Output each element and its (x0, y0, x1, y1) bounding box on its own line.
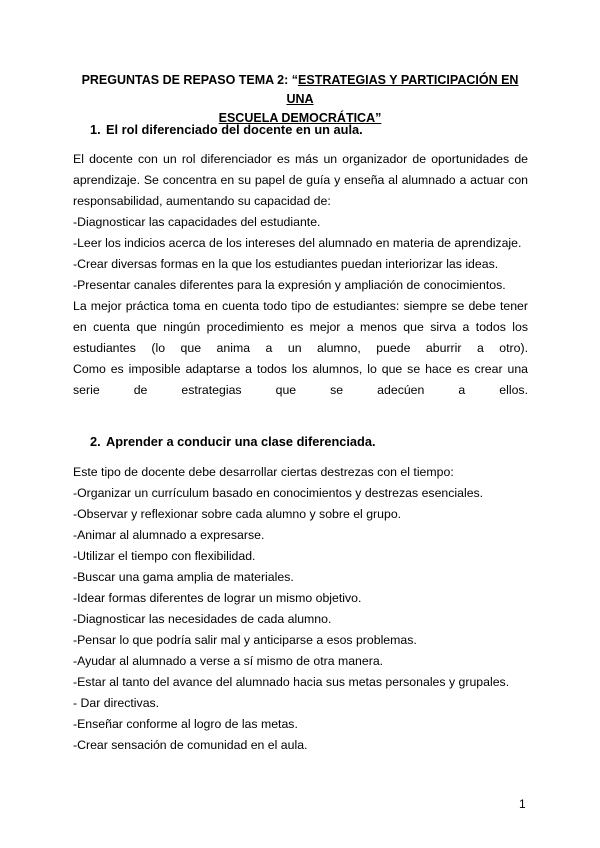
section1-number: 1. (90, 122, 101, 137)
list-item: -Idear formas diferentes de lograr un mismo objetivo. (73, 591, 362, 605)
list-item: -Leer los indicios acerca de los intereses del alumnado en materia de aprendizaje. (73, 236, 522, 250)
section2-number: 2. (90, 434, 101, 449)
section1-closing (73, 359, 528, 401)
title-underlined-line2: ESCUELA DEMOCRÁTICA” (218, 111, 382, 125)
section1-intro-line: responsabilidad, aumentando su capacidad de: (73, 194, 331, 208)
section1-heading-text: El rol diferenciado del docente en un aula. (106, 122, 363, 137)
list-item: -Diagnosticar las necesidades de cada alumno. (73, 612, 332, 626)
list-item: -Estar al tanto del avance del alumnado hacia sus metas personales y grupales. (73, 675, 510, 689)
page-number: 1 (519, 797, 526, 811)
section2-body (73, 462, 528, 756)
list-item: -Crear diversas formas en la que los estudiantes puedan interiorizar las ideas. (73, 257, 499, 271)
list-item: -Organizar un currículum basado en conocimientos y destrezas esenciales. (73, 486, 484, 500)
list-item: -Observar y reflexionar sobre cada alumno y sobre el grupo. (73, 507, 402, 521)
list-item: -Utilizar el tiempo con flexibilidad. (73, 549, 256, 563)
section1-intro-line: El docente con un rol diferenciador es más un organizador de oportunidades de (73, 152, 528, 166)
list-item: -Crear sensación de comunidad en el aula. (73, 738, 308, 752)
list-item: - Dar directivas. (73, 696, 160, 710)
list-item: -Enseñar conforme al logro de las metas. (73, 717, 298, 731)
list-item: -Diagnosticar las capacidades del estudiante. (73, 215, 321, 229)
section1-practice-line: estudiantes (lo que anima a un alumno, puede aburrir a otro). (73, 341, 528, 355)
section1-practice-line: en cuenta que ningún procedimiento es mejor a menos que sirva a todos los (73, 320, 528, 334)
section1-practice (73, 296, 528, 359)
section1-closing-line: serie de estrategias que se adecúen a ellos. (73, 383, 528, 397)
document-title (68, 71, 532, 128)
title-underlined-line1: ESTRATEGIAS Y PARTICIPACIÓN EN UNA (286, 73, 519, 106)
list-item: -Pensar lo que podría salir mal y anticiparse a esos problemas. (73, 633, 417, 647)
list-item: -Presentar canales diferentes para la expresión y ampliación de conocimientos. (73, 278, 506, 292)
list-item: -Animar al alumnado a expresarse. (73, 528, 265, 542)
section2-heading (90, 433, 376, 451)
section1-closing-line: Como es imposible adaptarse a todos los alumnos, lo que se hace es crear una (73, 362, 528, 376)
section2-intro: Este tipo de docente debe desarrollar ciertas destrezas con el tiempo: (73, 465, 454, 479)
section1-intro (73, 149, 528, 212)
section1-list (73, 212, 528, 296)
list-item: -Ayudar al alumnado a verse a sí mismo de otra manera. (73, 654, 384, 668)
section1-practice-line: La mejor práctica toma en cuenta todo tipo de estudiantes: siempre se debe tener (73, 299, 528, 313)
section1-heading (90, 121, 363, 139)
list-item: -Buscar una gama amplia de materiales. (73, 570, 294, 584)
section2-heading-text: Aprender a conducir una clase diferenciada. (106, 434, 376, 449)
section1-intro-line: aprendizaje. Se concentra en su papel de guía y enseña al alumnado a actuar con (73, 173, 528, 187)
title-prefix: PREGUNTAS DE REPASO TEMA 2: “ (81, 73, 299, 87)
